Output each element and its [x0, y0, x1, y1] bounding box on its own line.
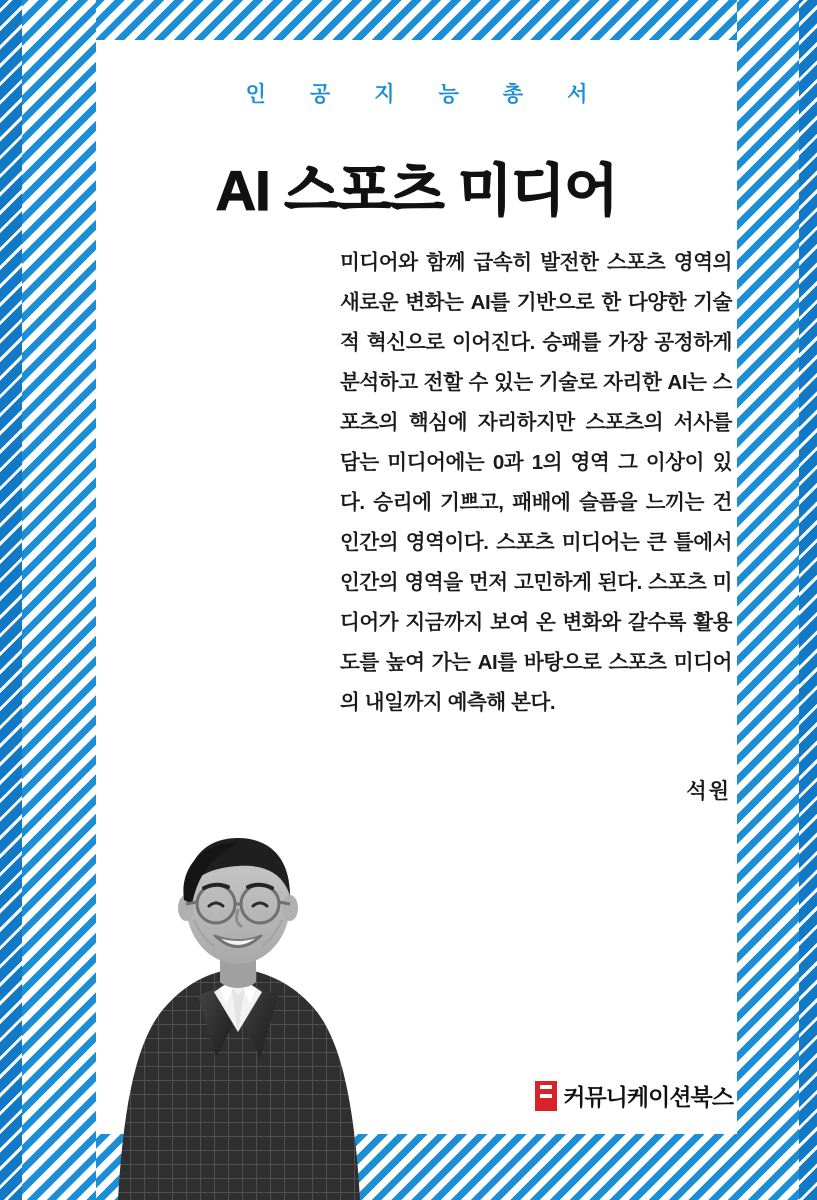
page-title: AI 스포츠 미디어: [215, 158, 618, 222]
cover-blurb: 미디어와 함께 급속히 발전한 스포츠 영역의 새로운 변화는 AI를 기반으로 한 다양한 기술적 혁신으로 이어진다. 승패를 가장 공정하게 분석하고 전할 수 있는 기술로 자리한 AI는 스포츠의 핵심에 자리하지만 스포츠의 서사를 담는 미디어에는 0과 1의 영역 그 이상이 있다. 승리에 기쁘고, 패배에 슬픔을 느끼는 건 인간의 영역이다. 스포츠 미디어는 큰 틀에서 인간의 영역을 먼저 고민하게 된다. 스포츠 미디어가 지금까지 보여 온 변화와 갈수록 활용도를 높여 가는 AI를 바탕으로 스포츠 미디어의 내일까지 예측해 본다.: [340, 250, 732, 714]
stripe-edge-right: [799, 0, 817, 1200]
publisher-mark-icon: [535, 1081, 557, 1111]
series-label: 인공지능총서: [245, 83, 632, 106]
stripe-edge-left: [0, 0, 22, 1200]
publisher-name: 커뮤니케이션북스: [563, 1084, 733, 1110]
author-name: 석원: [686, 780, 731, 803]
author-portrait-photo: [88, 800, 388, 1200]
publisher-logo: [535, 1079, 733, 1112]
